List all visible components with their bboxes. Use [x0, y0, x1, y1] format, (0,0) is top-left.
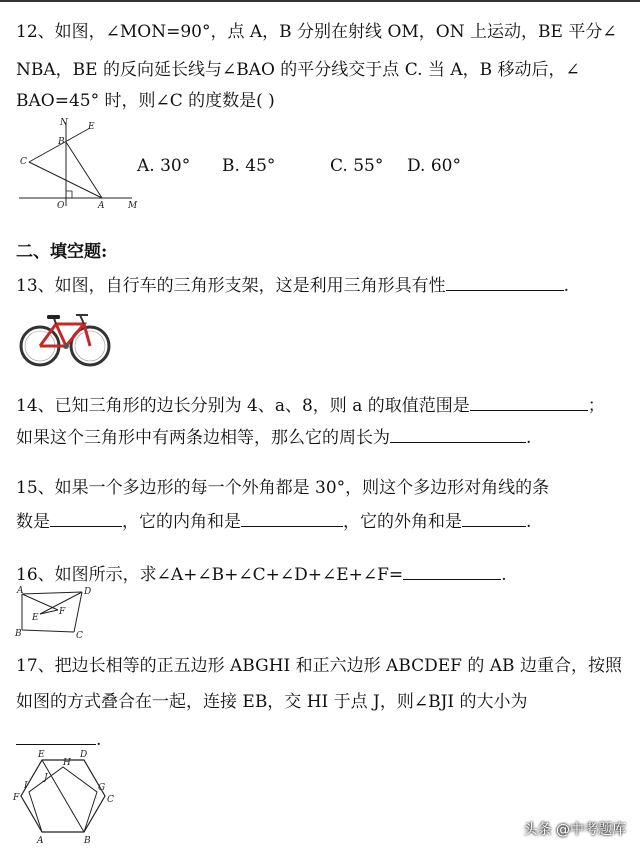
q16-label-e: E	[32, 613, 39, 623]
q17-label-d: D	[80, 750, 88, 760]
q14-text1: 14、已知三角形的边长分别为 4、a、8，则 a 的取值范围是	[16, 396, 470, 416]
q12-line1: 12、如图，∠MON=90°，点 A，B 分别在射线 OM，ON 上运动，BE 平分∠	[16, 22, 617, 42]
q17-blank	[16, 726, 96, 745]
q16-text: 16、如图所示，求∠A+∠B+∠C+∠D+∠E+∠F=	[16, 565, 404, 585]
q12-line3: BAO=45° 时，则∠C 的度数是( )	[16, 91, 275, 111]
q12-label-e: E	[88, 122, 95, 132]
q12-label-b: B	[58, 137, 65, 147]
q17-polygon-figure	[10, 748, 120, 846]
section-title: 二、填空题:	[16, 242, 108, 262]
q14-blank2	[390, 424, 526, 443]
q16-label-c: C	[76, 631, 83, 640]
q15-text-a: 数是	[16, 512, 50, 532]
q15-period: .	[526, 512, 532, 532]
q17-label-a: A	[37, 836, 44, 846]
q16-blank	[403, 561, 501, 580]
q16-label-b: B	[15, 629, 22, 639]
q13-blank	[446, 272, 564, 291]
q16-label-d: D	[84, 587, 92, 597]
q17-period: .	[96, 730, 102, 750]
q15-line1: 15、如果一个多边形的每一个外角都是 30°，则这个多边形对角线的条	[16, 478, 550, 498]
q12-option-c: C. 55°	[330, 156, 384, 176]
bicycle-image	[14, 306, 114, 368]
q17-label-g: G	[98, 783, 106, 793]
q17-label-f: F	[13, 793, 20, 803]
q16-period: .	[501, 565, 507, 585]
q16-figure	[14, 584, 94, 640]
q14-line2	[16, 424, 531, 450]
q12-label-a: A	[98, 201, 105, 211]
q17-line1: 17、把边长相等的正五边形 ABGHI 和正六边形 ABCDEF 的 AB 边重合，按照	[16, 656, 622, 676]
q13-line	[16, 272, 569, 298]
q15-blank-diagonals	[50, 508, 122, 527]
q12-label-m: M	[128, 201, 138, 211]
top-border	[0, 0, 640, 2]
q12-label-c: C	[20, 157, 27, 167]
q17-line2: 如图的方式叠合在一起，连接 EB，交 HI 于点 J，则∠BJI 的大小为	[16, 692, 528, 712]
q14-semicolon: ；	[587, 396, 605, 416]
q12-angle-figure	[14, 116, 139, 212]
q12-option-a: A. 30°	[137, 156, 191, 176]
q14-text2: 如果这个三角形中有两条边相等，那么它的周长为	[16, 428, 390, 448]
q13-period: .	[563, 276, 570, 296]
q12-label-n: N	[60, 118, 68, 128]
q14-line1	[16, 392, 605, 418]
q17-label-h: H	[63, 758, 71, 768]
q12-label-o: O	[57, 201, 65, 211]
q13-text: 13、如图，自行车的三角形支架，这是利用三角形具有性	[16, 276, 446, 296]
q15-line2	[16, 508, 531, 534]
q12-line2: NBA，BE 的反向延长线与∠BAO 的平分线交于点 C. 当 A，B 移动后，∠	[16, 60, 580, 80]
q12-option-b: B. 45°	[222, 156, 276, 176]
q16-label-a: A	[17, 586, 24, 596]
q15-blank-interior	[241, 508, 343, 527]
q17-label-e: E	[38, 750, 45, 760]
q17-label-b: B	[84, 836, 91, 846]
q15-text-b: ，它的内角和是	[122, 512, 241, 532]
q17-label-c: C	[107, 795, 114, 805]
q14-blank1	[470, 392, 588, 411]
q17-label-i: I	[24, 781, 28, 791]
q12-option-d: D. 60°	[407, 156, 461, 176]
q15-blank-exterior	[462, 508, 526, 527]
watermark: 头条 @中考题库	[523, 822, 626, 838]
q14-period: .	[526, 428, 532, 448]
q15-text-c: ，它的外角和是	[343, 512, 462, 532]
q17-label-j: J	[44, 773, 48, 783]
q16-label-f: F	[59, 607, 66, 617]
